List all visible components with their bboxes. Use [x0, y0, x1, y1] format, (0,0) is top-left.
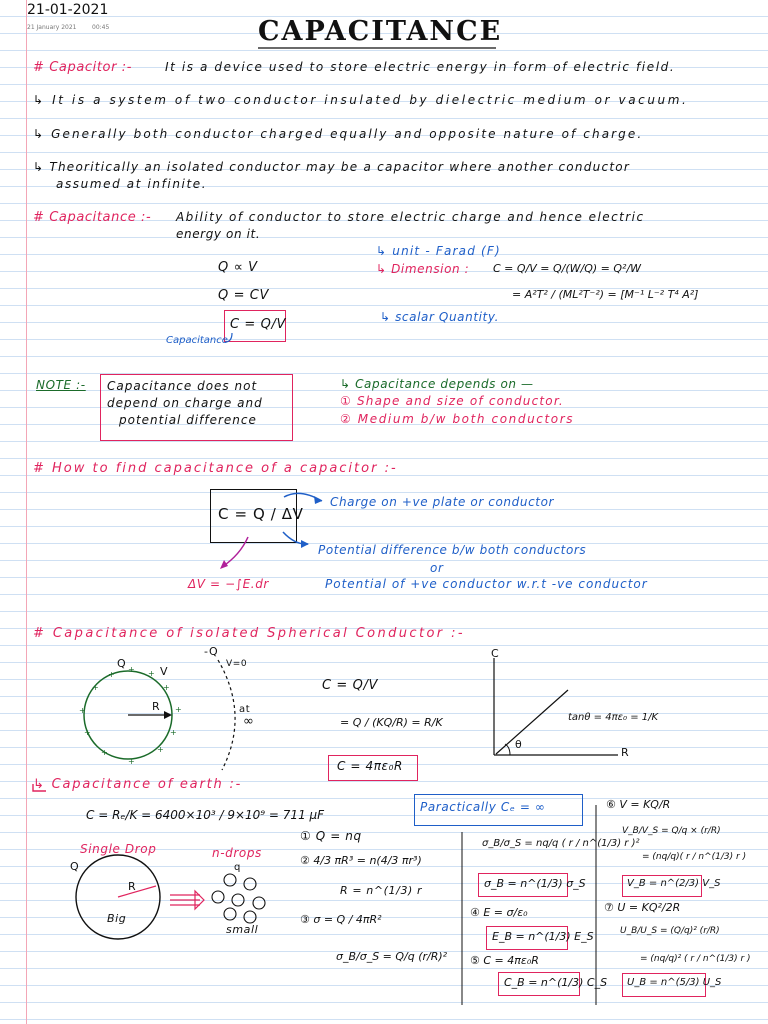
right-eq-7c: = (nq/q)² ( r / n^(1/3) r )	[640, 954, 751, 964]
earth-arrow	[33, 784, 46, 791]
page-date: 21-01-2021	[27, 2, 109, 18]
unit-line: ↳ unit - Farad (F)	[376, 244, 501, 258]
big-drop-radius	[118, 886, 156, 897]
capacitor-heading: # Capacitor :-	[33, 60, 133, 75]
page-time-small: 00:45	[92, 24, 110, 31]
sphere-q-label: Q	[117, 657, 127, 670]
depends-item-2: ② Medium b/w both conductors	[340, 412, 575, 426]
practically-text: Paractically Cₑ = ∞	[420, 800, 546, 814]
capacitance-pointer-label: Capacitance	[166, 335, 228, 346]
svg-text:+: +	[79, 706, 86, 715]
svg-text:+: +	[128, 757, 135, 766]
right-eq-7b: U_B/U_S = (Q/q)² (r/R)	[620, 926, 720, 936]
step-3b: σ_B/σ_S = Q/q (r/R)²	[336, 950, 448, 963]
delta-v-arrow	[222, 537, 248, 567]
infinity-shell	[218, 660, 235, 770]
scalar-quantity: ↳ scalar Quantity.	[380, 310, 500, 324]
pd-arrow-head	[301, 540, 309, 548]
earth-heading: ↳ Capacitance of earth :-	[33, 777, 243, 792]
sphere-v-label: V	[160, 665, 169, 678]
n-drops-label: n-drops	[212, 846, 262, 860]
right-box-7-text: U_B = n^(5/3) U_S	[627, 977, 722, 988]
graph-axis-c: C	[491, 647, 500, 660]
page-title: CAPACITANCE	[258, 16, 503, 47]
find-formula: C = Q / ΔV	[218, 505, 304, 523]
pd-annotation: Potential difference b/w both conductors	[318, 543, 587, 557]
capacitor-line-3: ↳ Generally both conductor charged equally and opposite nature of charge.	[33, 127, 644, 141]
capacitor-line-1: It is a device used to store electric energy in form of electric field.	[165, 60, 676, 74]
or-annotation: or	[430, 561, 444, 575]
page-date-small: 21 January 2021	[27, 24, 77, 31]
capacitance-line-1: Ability of conductor to store electric charge and hence electric	[176, 210, 645, 224]
svg-text:+: +	[175, 705, 182, 714]
big-drop-r: R	[128, 880, 137, 893]
mid-eq-2: ④ E = σ/ε₀	[470, 906, 528, 919]
single-drop-label: Single Drop	[80, 842, 157, 856]
small-drops	[212, 874, 265, 923]
mid-box-2-text: E_B = n^(1/3) E_S	[492, 930, 594, 943]
proportional-eq: Q ∝ V	[218, 260, 258, 275]
mid-eq-3: ⑤ C = 4πε₀R	[470, 954, 539, 967]
sphere-eq-1: C = Q/V	[322, 678, 378, 693]
graph-theta: θ	[515, 738, 523, 751]
charge-annotation: Charge on +ve plate or conductor	[330, 495, 555, 509]
sphere-radius-label: R	[152, 700, 161, 713]
sphere-minus-q: -Q	[204, 645, 219, 658]
small-drop-q: q	[234, 862, 241, 873]
right-eq-6c: = (nq/q)( r / n^(1/3) r )	[642, 852, 747, 862]
dimension-eq-1: C = Q/V = Q/(W/Q) = Q²/W	[493, 262, 642, 275]
sphere-at: at	[239, 704, 251, 715]
graph-tan: tanθ = 4πε₀ = 1/K	[568, 712, 659, 723]
sphere-radius-head	[164, 711, 172, 719]
earth-eq: C = Rₑ/K = 6400×10³ / 9×10⁹ = 711 μF	[86, 808, 325, 822]
right-eq-6: ⑥ V = KQ/R	[606, 798, 671, 811]
note-text-1: Capacitance does not	[107, 379, 258, 393]
step-2a: ② 4/3 πR³ = n(4/3 πr³)	[300, 854, 422, 867]
svg-text:+: +	[92, 683, 99, 692]
dimension-label: ↳ Dimension :	[376, 262, 470, 276]
svg-text:+: +	[163, 683, 170, 692]
capacitor-line-4b: assumed at infinite.	[56, 177, 208, 191]
sphere-eq-2: = Q / (KQ/R) = R/K	[340, 716, 443, 729]
q-cv-eq: Q = CV	[218, 288, 269, 303]
mid-box-1-text: σ_B = n^(1/3) σ_S	[484, 877, 586, 890]
capacitance-pointer-arrow	[225, 333, 232, 342]
sphere-infinity: ∞	[243, 714, 255, 729]
right-box-6-text: V_B = n^(2/3) V_S	[627, 878, 721, 889]
svg-text:+: +	[128, 665, 135, 674]
note-label: NOTE :-	[36, 378, 86, 392]
svg-text:+: +	[84, 728, 91, 737]
capacitor-line-2: ↳ It is a system of two conductor insulated by dielectric medium or vacuum.	[33, 93, 689, 107]
note-text-2: depend on charge and	[107, 396, 263, 410]
depends-item-1: ① Shape and size of conductor.	[340, 394, 564, 408]
svg-text:+: +	[148, 669, 155, 678]
step-2b: R = n^(1/3) r	[340, 884, 423, 897]
svg-text:+: +	[170, 728, 177, 737]
big-drop-label: Big	[107, 912, 127, 925]
delta-v-arrow-head	[220, 560, 228, 569]
note-text-3: potential difference	[119, 413, 257, 427]
delta-v-eq: ΔV = −∫E.dr	[188, 577, 269, 591]
mid-box-3-text: C_B = n^(1/3) C_S	[504, 976, 608, 989]
capacitor-line-4a: ↳ Theoritically an isolated conductor may be a capacitor where another conductor	[33, 160, 631, 174]
sphere-result: C = 4πε₀R	[337, 759, 403, 773]
capacitance-line-2: energy on it.	[176, 227, 261, 241]
sphere-v-zero: V=0	[226, 659, 248, 669]
svg-text:+: +	[108, 670, 115, 679]
potential-annotation: Potential of +ve conductor w.r.t -ve conductor	[325, 577, 648, 591]
right-eq-6b: V_B/V_S = Q/q × (r/R)	[622, 826, 721, 836]
graph-line	[496, 690, 568, 754]
svg-text:+: +	[157, 745, 164, 754]
graph-axis-r: R	[621, 746, 630, 759]
small-drops-label: small	[226, 923, 259, 936]
dimension-eq-2: = A²T² / (ML²T⁻²) = [M⁻¹ L⁻² T⁴ A²]	[512, 288, 699, 301]
step-1: ① Q = nq	[300, 829, 362, 843]
svg-text:+: +	[101, 748, 108, 757]
find-heading: # How to find capacitance of a capacitor :-	[33, 461, 398, 476]
capacitance-boxed-formula: C = Q/V	[230, 317, 286, 332]
big-drop-q: Q	[70, 860, 80, 873]
depends-on: ↳ Capacitance depends on —	[340, 377, 534, 391]
capacitance-heading: # Capacitance :-	[33, 210, 152, 225]
spherical-heading: # Capacitance of isolated Spherical Conductor :-	[33, 626, 465, 641]
step-3a: ③ σ = Q / 4πR²	[300, 913, 382, 926]
right-eq-7: ⑦ U = KQ²/2R	[604, 901, 681, 914]
mid-eq-1: σ_B/σ_S = nq/q ( r / n^(1/3) r )²	[482, 838, 640, 849]
